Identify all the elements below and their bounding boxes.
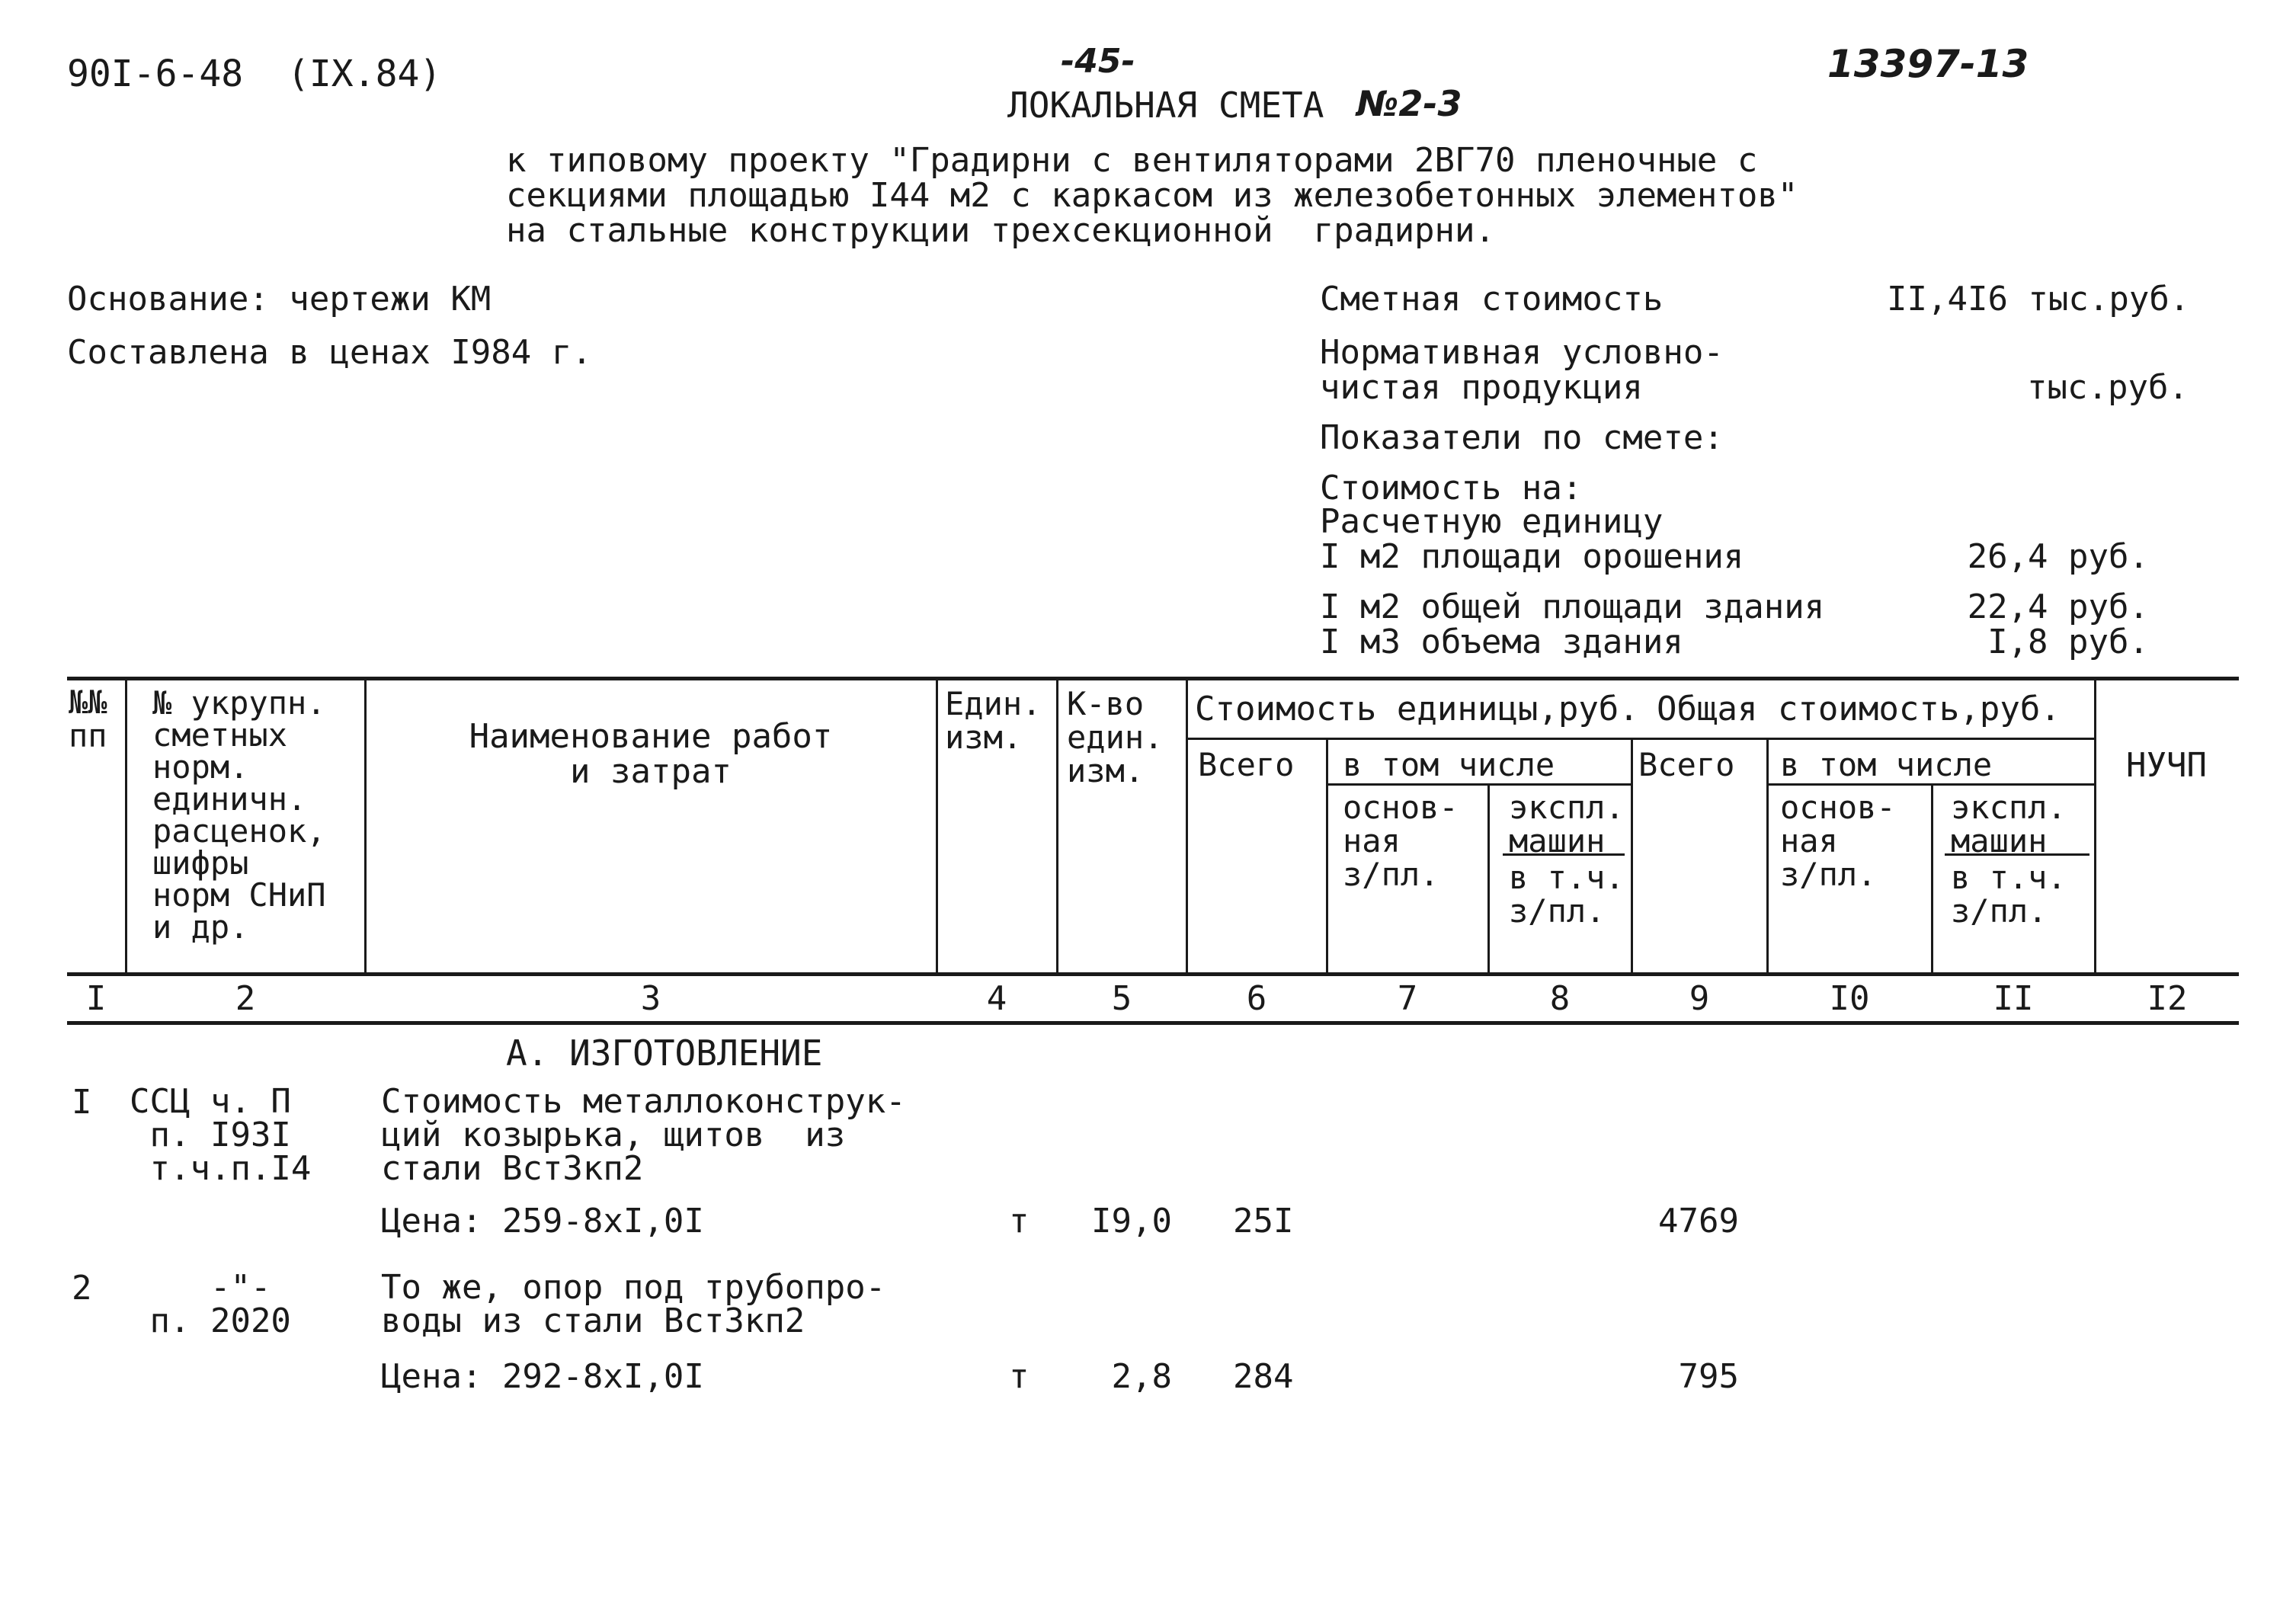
indicator-3-value: I,8 руб. — [1987, 623, 2149, 661]
row-work-name: Стоимость металлоконструк- ций козырька, щитов из стали ВстЗкп2 — [381, 1082, 906, 1188]
row-price-line: Цена: 259-8хI,0I — [381, 1202, 704, 1241]
colnum-5: 5 — [1111, 979, 1132, 1018]
hline-incl-left — [1327, 783, 1631, 786]
row-number: 2 — [72, 1269, 92, 1308]
subtitle-line-2: секциями площадью I44 м2 с каркасом из железобетонных элементов" — [506, 176, 1798, 215]
colnum-10: I0 — [1829, 979, 1870, 1018]
colnum-9: 9 — [1689, 979, 1710, 1018]
header-total-machines: экспл. машин — [1951, 789, 2067, 860]
row-quantity: 2,8 — [1111, 1357, 1172, 1396]
table-top-rule — [67, 677, 2239, 680]
indicator-3-label: I м3 объема здания — [1320, 623, 1683, 661]
colnum-4: 4 — [986, 979, 1007, 1018]
vline-6 — [1326, 739, 1328, 974]
header-row-number: №№ пп — [69, 684, 107, 755]
vline-11 — [2094, 678, 2096, 974]
vline-10 — [1931, 785, 1933, 974]
header-total-base-pay: основ- ная з/пл. — [1780, 789, 1896, 894]
vline-4 — [1056, 678, 1058, 974]
row-norm-code: -"- п. 2020 — [149, 1268, 291, 1340]
row-unit: т — [1009, 1357, 1030, 1396]
vline-8 — [1631, 739, 1633, 974]
vline-3 — [936, 678, 938, 974]
colnum-7: 7 — [1397, 979, 1418, 1018]
row-price-line: Цена: 292-8хI,0I — [381, 1357, 704, 1396]
row-grand-total: 795 — [1678, 1357, 1739, 1396]
header-nuchp: НУЧП — [2126, 746, 2207, 785]
colnum-12: I2 — [2147, 979, 2188, 1018]
vline-5 — [1186, 678, 1188, 974]
header-quantity: К-во един. изм. — [1067, 685, 1164, 790]
row-unit: т — [1009, 1202, 1030, 1241]
hline-incl-right — [1768, 783, 2094, 786]
colnum-11: II — [1993, 979, 2034, 1018]
header-unit-cost: Стоимость единицы,руб. — [1195, 690, 1639, 728]
header-unit-base-pay: основ- ная з/пл. — [1343, 789, 1459, 894]
column-numbers-bottom-rule — [67, 1021, 2239, 1025]
basis-line: Основание: чертежи КМ — [67, 280, 492, 319]
header-grand-total: Всего — [1638, 746, 1735, 783]
colnum-8: 8 — [1549, 979, 1571, 1018]
calc-unit-label: Расчетную единицу — [1320, 502, 1664, 541]
hline-cost-group — [1186, 738, 2094, 740]
indicator-1-value: 26,4 руб. — [1967, 537, 2149, 576]
header-total-cost: Общая стоимость,руб. — [1657, 690, 2061, 728]
header-unit-incl: в том числе — [1343, 746, 1555, 783]
colnum-1: I — [85, 979, 107, 1018]
estimated-cost-label: Сметная стоимость — [1320, 280, 1664, 319]
indicator-1-label: I м2 площади орошения — [1320, 537, 1744, 576]
row-unit-total: 284 — [1233, 1357, 1294, 1396]
colnum-2: 2 — [235, 979, 256, 1018]
header-unit-machines-pay: в т.ч. з/пл. — [1509, 859, 1625, 930]
row-number: I — [72, 1083, 92, 1122]
row-unit-total: 25I — [1233, 1202, 1294, 1241]
indicator-2-value: 22,4 руб. — [1967, 587, 2149, 626]
prices-line: Составлена в ценах I984 г. — [67, 333, 592, 372]
document-code: 90I-6-48 (IX.84) — [67, 53, 442, 95]
header-total-incl: в том числе — [1780, 746, 1993, 783]
document-title: ЛОКАЛЬНАЯ СМЕТА — [1007, 85, 1324, 126]
row-norm-code: ССЦ ч. П п. I93I т.ч.п.I4 — [130, 1082, 312, 1188]
header-unit: Един. изм. — [945, 685, 1042, 757]
header-unit-machines: экспл. машин — [1509, 789, 1625, 860]
normative-label-2: чистая продукция — [1320, 368, 1643, 407]
cost-per-label: Стоимость на: — [1320, 469, 1583, 507]
document-title-number: №2-3 — [1356, 83, 1462, 124]
indicator-2-label: I м2 общей площади здания — [1320, 587, 1825, 626]
subtitle-line-3: на стальные конструкции трехсекционной градирни. — [506, 211, 1496, 250]
row-work-name: То же, опор под трубопро- воды из стали ВстЗкп2 — [381, 1268, 886, 1340]
header-norm-code: № укрупн. сметных норм. единичн. расценок, шифры норм СНиП и др. — [152, 684, 326, 946]
row-grand-total: 4769 — [1658, 1202, 1739, 1241]
header-work-name: Наименование работ и затрат — [469, 717, 833, 792]
page-number: -45- — [1061, 42, 1135, 81]
colnum-6: 6 — [1246, 979, 1267, 1018]
subtitle-line-1: к типовому проекту "Градирни с вентиляторами 2ВГ70 пленочные с — [506, 141, 1758, 180]
estimated-cost-value: II,4I6 тыс.руб. — [1887, 280, 2190, 319]
row-quantity: I9,0 — [1091, 1202, 1172, 1241]
column-numbers-top-rule — [67, 972, 2239, 976]
vline-1 — [125, 678, 127, 974]
header-unit-total: Всего — [1198, 746, 1295, 783]
colnum-3: 3 — [640, 979, 661, 1018]
vline-7 — [1487, 785, 1490, 974]
sheet-number: 13397-13 — [1827, 42, 2029, 86]
vline-9 — [1766, 739, 1769, 974]
section-title: А. ИЗГОТОВЛЕНИЕ — [506, 1033, 823, 1074]
normative-label-1: Нормативная условно- — [1320, 333, 1724, 372]
indicators-label: Показатели по смете: — [1320, 418, 1724, 457]
header-total-machines-pay: в т.ч. з/пл. — [1951, 859, 2067, 930]
normative-value: тыс.руб. — [2027, 368, 2189, 407]
